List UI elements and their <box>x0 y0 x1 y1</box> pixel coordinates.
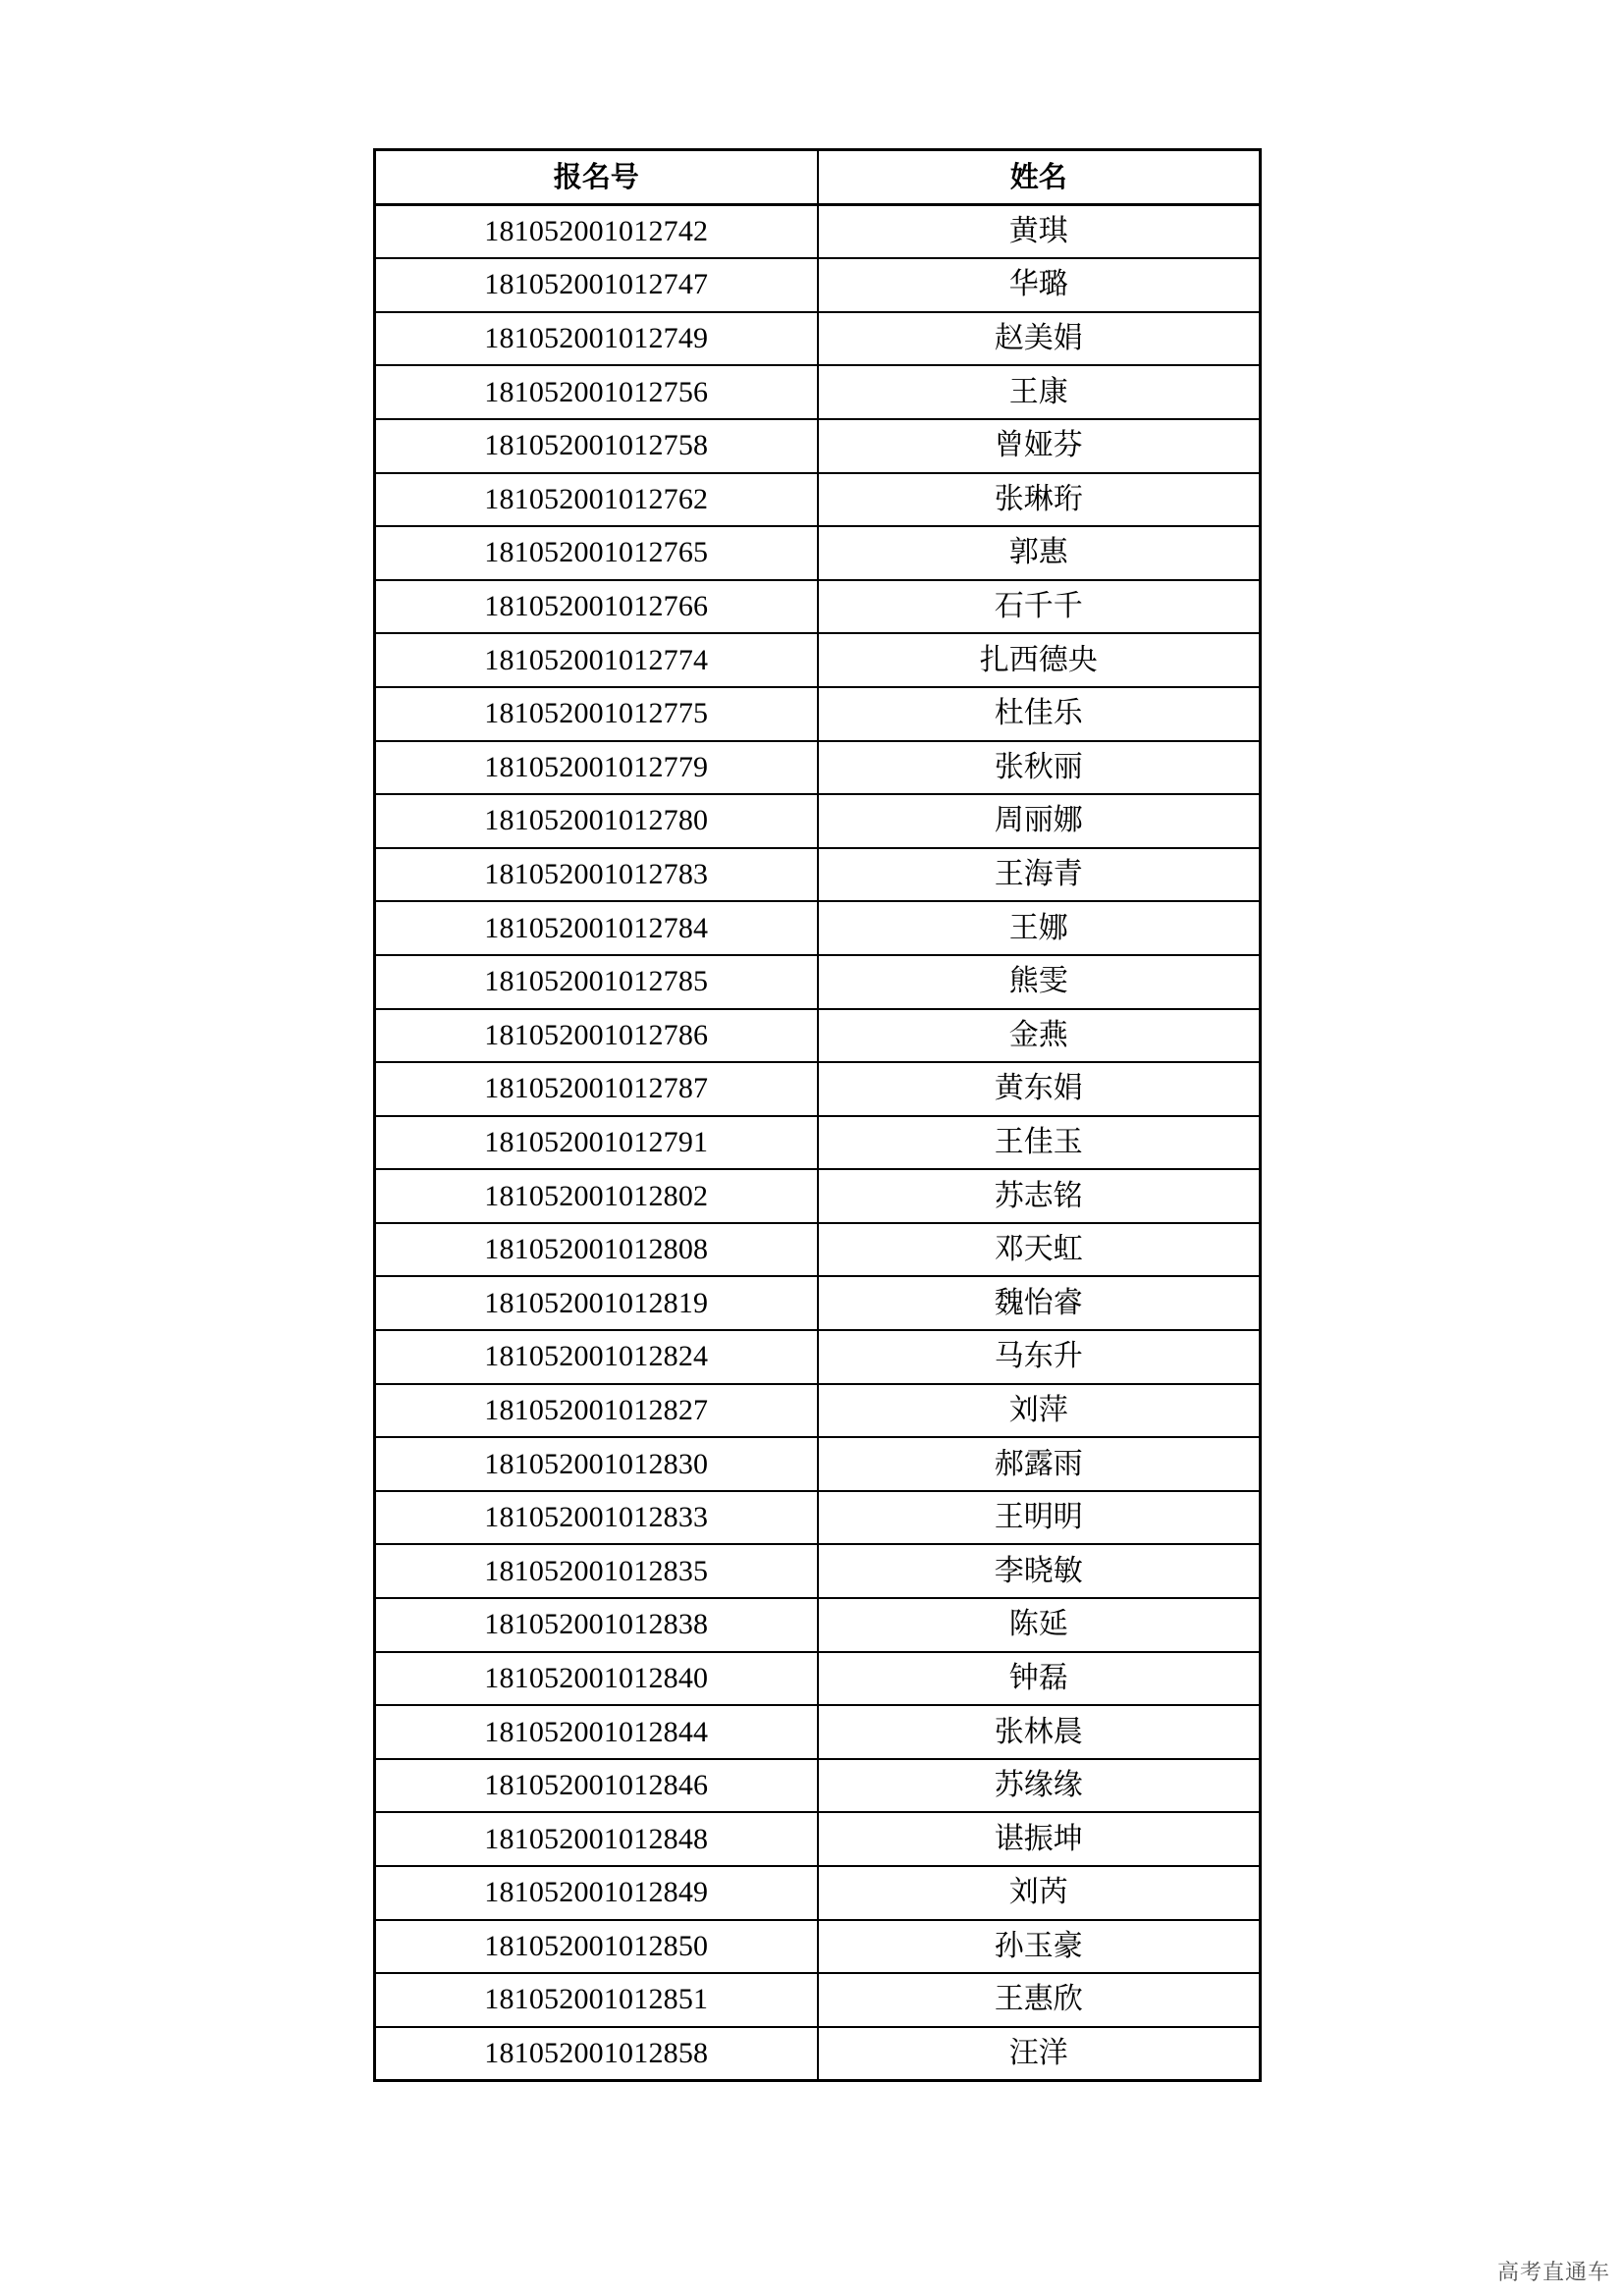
registration-no-cell: 181052001012835 <box>375 1544 818 1598</box>
table-row <box>375 1759 1261 1813</box>
registration-no-cell: 181052001012784 <box>375 901 818 955</box>
registration-no-cell: 181052001012848 <box>375 1812 818 1866</box>
name-cell: 周丽娜 <box>818 794 1261 848</box>
name-cell: 王娜 <box>818 901 1261 955</box>
name-cell: 汪洋 <box>818 2027 1261 2081</box>
name-cell: 刘芮 <box>818 1866 1261 1920</box>
registration-no-cell: 181052001012787 <box>375 1062 818 1116</box>
name-cell: 华璐 <box>818 258 1261 312</box>
registration-no-cell: 181052001012802 <box>375 1169 818 1223</box>
name-cell: 陈延 <box>818 1598 1261 1652</box>
name-cell: 杜佳乐 <box>818 687 1261 741</box>
registration-no-cell: 181052001012786 <box>375 1009 818 1063</box>
name-cell: 张琳珩 <box>818 473 1261 527</box>
table-row <box>375 1812 1261 1866</box>
name-cell: 赵美娟 <box>818 312 1261 366</box>
name-cell: 苏志铭 <box>818 1169 1261 1223</box>
table-row <box>375 741 1261 795</box>
table-row <box>375 1598 1261 1652</box>
registration-no-cell: 181052001012830 <box>375 1437 818 1491</box>
registration-no-cell: 181052001012827 <box>375 1384 818 1438</box>
table-row <box>375 955 1261 1009</box>
table-row <box>375 473 1261 527</box>
table-row <box>375 365 1261 419</box>
name-cell: 马东升 <box>818 1330 1261 1384</box>
table-row <box>375 901 1261 955</box>
table-row <box>375 1062 1261 1116</box>
table-row <box>375 2027 1261 2081</box>
name-cell: 刘萍 <box>818 1384 1261 1438</box>
registration-no-cell: 181052001012844 <box>375 1705 818 1759</box>
header-registration-no: 报名号 <box>375 150 818 205</box>
watermark-text: 高考直通车 <box>1496 2261 1610 2285</box>
table-row <box>375 1491 1261 1545</box>
table-row <box>375 1116 1261 1170</box>
name-cell: 李晓敏 <box>818 1544 1261 1598</box>
name-cell: 王康 <box>818 365 1261 419</box>
name-cell: 邓天虹 <box>818 1223 1261 1277</box>
table-row <box>375 1652 1261 1706</box>
table-row <box>375 1437 1261 1491</box>
registration-no-cell: 181052001012808 <box>375 1223 818 1277</box>
name-cell: 石千千 <box>818 580 1261 634</box>
table-row <box>375 419 1261 473</box>
name-cell: 苏缘缘 <box>818 1759 1261 1813</box>
name-cell: 孙玉豪 <box>818 1920 1261 1974</box>
table-row <box>375 526 1261 580</box>
table-row <box>375 1384 1261 1438</box>
table-row <box>375 633 1261 687</box>
name-cell: 金燕 <box>818 1009 1261 1063</box>
name-cell: 郝露雨 <box>818 1437 1261 1491</box>
name-cell: 谌振坤 <box>818 1812 1261 1866</box>
registration-no-cell: 181052001012756 <box>375 365 818 419</box>
name-cell: 曾娅芬 <box>818 419 1261 473</box>
name-cell: 熊雯 <box>818 955 1261 1009</box>
table-row <box>375 204 1261 258</box>
name-cell: 张林晨 <box>818 1705 1261 1759</box>
table-header <box>375 150 1261 205</box>
table-row <box>375 1223 1261 1277</box>
name-cell: 张秋丽 <box>818 741 1261 795</box>
table-row <box>375 1009 1261 1063</box>
header-name: 姓名 <box>818 150 1261 205</box>
name-cell: 黄东娟 <box>818 1062 1261 1116</box>
table-row <box>375 1705 1261 1759</box>
name-cell: 魏怡睿 <box>818 1276 1261 1330</box>
table-row <box>375 1544 1261 1598</box>
registration-no-cell: 181052001012783 <box>375 848 818 902</box>
registration-no-cell: 181052001012849 <box>375 1866 818 1920</box>
table-body <box>375 204 1261 2081</box>
registration-no-cell: 181052001012762 <box>375 473 818 527</box>
registration-no-cell: 181052001012774 <box>375 633 818 687</box>
registration-no-cell: 181052001012824 <box>375 1330 818 1384</box>
name-cell: 钟磊 <box>818 1652 1261 1706</box>
registration-no-cell: 181052001012846 <box>375 1759 818 1813</box>
table-row <box>375 687 1261 741</box>
name-cell: 王海青 <box>818 848 1261 902</box>
registration-no-cell: 181052001012780 <box>375 794 818 848</box>
registration-no-cell: 181052001012838 <box>375 1598 818 1652</box>
registration-no-cell: 181052001012833 <box>375 1491 818 1545</box>
table-row <box>375 580 1261 634</box>
registration-no-cell: 181052001012742 <box>375 204 818 258</box>
registration-no-cell: 181052001012840 <box>375 1652 818 1706</box>
registration-no-cell: 181052001012766 <box>375 580 818 634</box>
registration-no-cell: 181052001012785 <box>375 955 818 1009</box>
registration-no-cell: 181052001012791 <box>375 1116 818 1170</box>
name-cell: 郭惠 <box>818 526 1261 580</box>
registration-no-cell: 181052001012758 <box>375 419 818 473</box>
registration-no-cell: 181052001012851 <box>375 1973 818 2027</box>
table-row <box>375 1973 1261 2027</box>
header-row <box>375 150 1261 205</box>
table-row <box>375 794 1261 848</box>
table-row <box>375 1330 1261 1384</box>
name-cell: 王明明 <box>818 1491 1261 1545</box>
table-row <box>375 258 1261 312</box>
registration-no-cell: 181052001012775 <box>375 687 818 741</box>
registration-table <box>373 148 1262 2082</box>
registration-no-cell: 181052001012779 <box>375 741 818 795</box>
table-row <box>375 848 1261 902</box>
table-row <box>375 1920 1261 1974</box>
table-row <box>375 1169 1261 1223</box>
registration-no-cell: 181052001012858 <box>375 2027 818 2081</box>
registration-no-cell: 181052001012819 <box>375 1276 818 1330</box>
name-cell: 黄琪 <box>818 204 1261 258</box>
name-cell: 王佳玉 <box>818 1116 1261 1170</box>
table-row <box>375 1866 1261 1920</box>
registration-no-cell: 181052001012747 <box>375 258 818 312</box>
registration-no-cell: 181052001012850 <box>375 1920 818 1974</box>
name-cell: 扎西德央 <box>818 633 1261 687</box>
name-cell: 王惠欣 <box>818 1973 1261 2027</box>
registration-no-cell: 181052001012765 <box>375 526 818 580</box>
table-row <box>375 312 1261 366</box>
table-row <box>375 1276 1261 1330</box>
registration-no-cell: 181052001012749 <box>375 312 818 366</box>
